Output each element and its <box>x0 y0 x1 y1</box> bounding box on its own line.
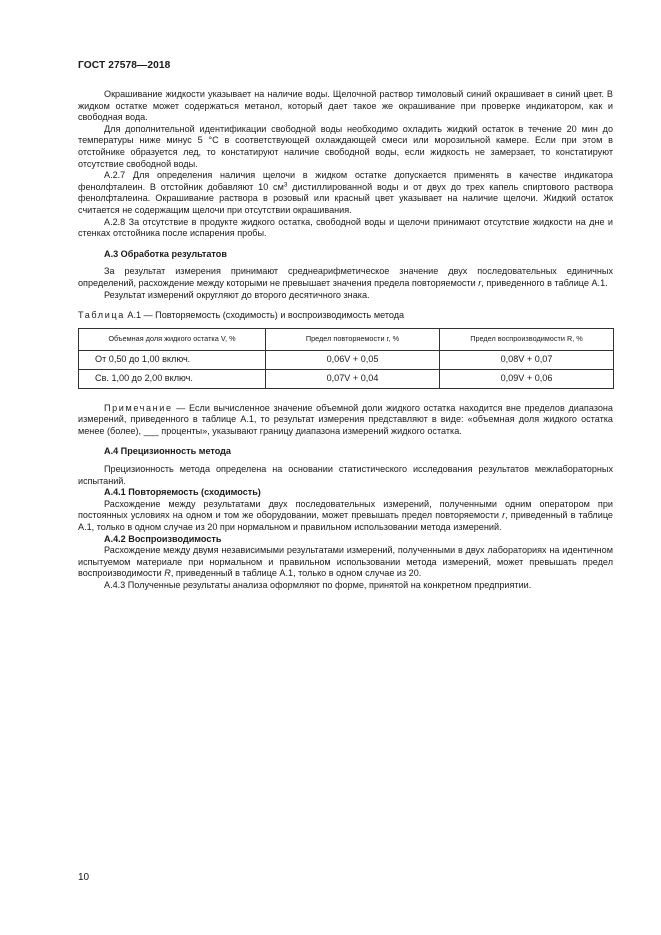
table-caption-label: Таблица <box>78 310 125 321</box>
column-header: Предел воспроизводимости R, % <box>440 328 614 350</box>
section-heading-a3: А.3 Обработка результатов <box>104 248 227 259</box>
precision-table <box>78 328 614 389</box>
document-body <box>78 89 613 592</box>
a4-2-symbol-R: R <box>164 568 171 579</box>
subsection-heading-a4-2: А.4.2 Воспроизводимость <box>104 533 222 544</box>
a3-text-b: , приведенного в таблице А.1. <box>481 277 608 288</box>
paragraph-free-water: Для дополнительной идентификации свободной воды необходимо охладить жидкий остаток в течение 20 мин до температуры ниже минус 5 °С в соответствующей охлаждающей смеси или морозильной камере. Если при этом в отстойнике образуется лед, то констатируют наличие свободной воды, если жидкость не замерзает, то констатируют отсутствие свободной воды. <box>78 123 613 169</box>
paragraph-a2-7 <box>78 170 613 216</box>
note-label: Примечание <box>104 402 173 413</box>
a3-text-a: За результат измерения принимают среднеарифметическое значение двух последовательных единичных определений, расхождение между которыми не превышает значения предела повторяемости <box>78 266 613 288</box>
table-cell: 0,08V + 0,07 <box>440 350 614 369</box>
paragraph-a4-3: А.4.3 Полученные результаты анализа оформляют по форме, принятой на конкретном предприятии. <box>104 580 532 590</box>
paragraph-a3-result <box>78 266 613 289</box>
a3-symbol-r: r <box>478 277 482 288</box>
paragraph-a4-1 <box>78 499 613 534</box>
column-header: Предел повторяемости r, % <box>266 328 440 350</box>
note-text: — Если вычисленное значение объемной доли жидкого остатка находится вне пределов диапазона измерений, приведенного в таблице А.1, то результат измерения представляют в виде: «объемная доля жидкого остатка менее (более), ___ проценты», указывают границу диапазона измерений жидкого остатка. <box>78 402 613 436</box>
a4-1-text-b: , приведенный в таблице А.1, только в одном случае из 20 при нормальном и правильном использовании метода измерений. <box>78 510 613 533</box>
document-header: ГОСТ 27578—2018 <box>78 60 171 71</box>
paragraph-a3-rounding: Результат измерений округляют до второго десятичного знака. <box>104 289 370 300</box>
a4-2-text-b: , приведенный в таблице А.1, только в одном случае из 20. <box>170 568 422 579</box>
paragraph-a4-precision: Прецизионность метода определена на основании статистического исследования результатов межлабораторных испытаний. <box>78 464 613 486</box>
paragraph-a2-8: А.2.8 За отсутствие в продукте жидкого остатка, свободной воды и щелочи принимают отсутствие жидкости на дне и стенках отстойника после испарения пробы. <box>78 216 613 239</box>
a4-2-text-a: Расхождение между двумя независимыми результатами измерений, полученными в двух лабораториях на идентичном испытуемом материале при нормальном и правильном использовании метода измерений, может превышать предел воспроизводимости <box>78 545 613 579</box>
a2-7-superscript: 3 <box>283 181 288 189</box>
a4-1-symbol-r: r <box>502 510 506 521</box>
table-row <box>79 350 614 369</box>
column-header: Объемная доля жидкого остатка V, % <box>79 328 266 350</box>
table-cell: Св. 1,00 до 2,00 включ. <box>79 369 266 388</box>
a4-1-text-a: Расхождение между результатами двух последовательных измерений, полученными одним оператором при постоянных условиях на одном и том же оборудовании, может превышать предел повторяемости <box>78 498 613 521</box>
paragraph-a4-2 <box>78 545 613 580</box>
table-caption-text: А.1 — Повторяемость (сходимость) и воспроизводимость метода <box>124 310 405 321</box>
table-cell: 0,09V + 0,06 <box>440 369 614 388</box>
table-note <box>78 403 613 438</box>
table-cell: 0,07V + 0,04 <box>266 369 440 388</box>
paragraph-water-color: Окрашивание жидкости указывает на наличие воды. Щелочной раствор тимоловый синий окрашивает в синий цвет. В жидком остатке может содержаться метанол, который дает такое же окрашивание при проверке индикатором, как и свободная вода. <box>78 89 613 123</box>
a2-7-text-b: дистиллированной воды и от двух до трех капель спиртового раствора фенолфталеина. Окрашивание раствора в розовый или красный цвет указывает на наличие щелочи. Жидкий остаток считается не содержащим щелочи при отсутствии окрашивания. <box>78 181 613 215</box>
table-cell: 0,06V + 0,05 <box>266 350 440 369</box>
section-heading-a4: А.4 Прецизионность метода <box>104 446 231 457</box>
page-number: 10 <box>78 872 90 883</box>
table-cell: От 0,50 до 1,00 включ. <box>79 350 266 369</box>
table-row <box>79 369 614 388</box>
table-caption <box>78 310 613 322</box>
table-header-row <box>79 328 614 350</box>
a2-7-text-a: А.2.7 Для определения наличия щелочи в жидком остатке допускается применять в качестве индикатора фенолфталеин. В отстойник добавляют 10 см <box>78 170 613 192</box>
subsection-heading-a4-1: А.4.1 Повторяемость (сходимость) <box>104 487 261 498</box>
